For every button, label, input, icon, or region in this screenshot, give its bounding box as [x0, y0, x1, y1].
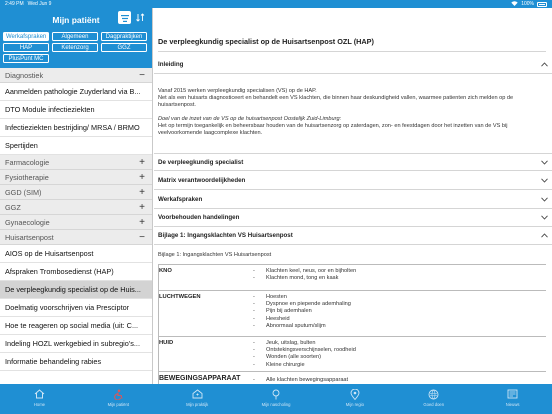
- intro-line: veelvoorkomende laagcomplexe klachten.: [158, 130, 263, 136]
- accordion-bijlage[interactable]: [154, 227, 552, 245]
- accordion-label: Voorbehouden handelingen: [158, 214, 240, 221]
- tab-label: Mijn nascholing: [261, 402, 291, 407]
- list-item[interactable]: DTO Module infectieziekten: [0, 101, 152, 119]
- good-icon: [428, 388, 440, 400]
- table-item: - Heesheid: [266, 316, 351, 323]
- expand-icon: +: [139, 171, 145, 183]
- chip-hap[interactable]: HAP: [3, 43, 49, 52]
- table-item: - Pijn bij ademhalen: [266, 308, 351, 315]
- table-item: - Hoesten: [266, 294, 351, 301]
- section-label: Diagnostiek: [5, 70, 44, 80]
- tab-mijn-patient[interactable]: [79, 384, 158, 414]
- section-huisartsenpost[interactable]: [0, 230, 152, 245]
- chip-werkafspraken[interactable]: Werkafspraken: [3, 32, 49, 41]
- status-date: Wed Jun 9: [27, 1, 52, 7]
- intro-line: Het op termijn toegankelijk en beheersbaar houden van de huisartsenzorg op zaterdagen, zon- en feestdagen door het inzetten van de VS bij: [158, 123, 508, 129]
- expand-icon: +: [139, 156, 145, 168]
- table-key: BEWEGINGSAPPARAAT: [159, 375, 241, 382]
- section-ggz[interactable]: [0, 200, 152, 215]
- sort-button[interactable]: [134, 11, 147, 24]
- chip-pluspunt-mc[interactable]: PlusPunt MC: [3, 54, 49, 63]
- chip-algemeen[interactable]: Algemeen: [52, 32, 98, 41]
- list-item[interactable]: AIOS op de Huisartsenpost: [0, 245, 152, 263]
- news-icon: [507, 388, 519, 400]
- accordion-label: De verpleegkundig specialist: [158, 158, 244, 166]
- table-key: KNO: [159, 268, 172, 274]
- document-pane: [154, 8, 552, 384]
- chevron-down-icon: [540, 158, 548, 166]
- section-label: Farmacologie: [5, 157, 50, 167]
- table-items: [266, 268, 356, 282]
- tab-goed-doen[interactable]: [394, 384, 473, 414]
- expand-icon: +: [139, 216, 145, 228]
- section-label: Fysiotherapie: [5, 172, 49, 182]
- table-item: - Ontstekingsverschijnselen, roodheid: [266, 347, 356, 354]
- chip-ketenzorg[interactable]: Ketenzorg: [52, 43, 98, 52]
- table-item: - Kleine chirurgie: [266, 362, 356, 369]
- battery-percent: 100%: [521, 1, 534, 7]
- chevron-down-icon: [540, 177, 548, 185]
- filter-chips: [3, 32, 151, 63]
- section-label: GGD (SIM): [5, 187, 42, 197]
- patient-icon: [112, 388, 124, 400]
- accordion-voorbehouden[interactable]: [154, 209, 552, 227]
- list-item-selected[interactable]: De verpleegkundig specialist op de Huis...: [0, 281, 152, 299]
- wifi-icon: [511, 1, 518, 8]
- bijlage-subtitle: Bijlage 1: Ingangsklachten VS Huisartsenpost: [158, 252, 272, 258]
- accordion-label: Inleiding: [158, 61, 184, 68]
- list-item[interactable]: Hoe te reageren op social media (uit: C...: [0, 317, 152, 335]
- section-ggd[interactable]: [0, 185, 152, 200]
- table-item: - Jeuk, uitslag, bulten: [266, 340, 356, 347]
- tab-label: Home: [33, 402, 46, 407]
- accordion-matrix[interactable]: [154, 172, 552, 190]
- table-item: - Abnormaal sputum/slijm: [266, 323, 351, 330]
- section-label: Huisartsenpost: [5, 232, 54, 242]
- list-item[interactable]: Informatie behandeling rabies: [0, 353, 152, 371]
- intro-line: Vanaf 2015 werken verpleegkundig specialisen (VS) op de HAP.: [158, 88, 317, 94]
- tab-label: Nieuws: [505, 402, 520, 407]
- collapse-icon: −: [139, 231, 145, 243]
- sidebar-header: [0, 8, 152, 68]
- expand-icon: +: [139, 186, 145, 198]
- filter-button[interactable]: [118, 11, 131, 24]
- section-label: GGZ: [5, 202, 21, 212]
- collapse-icon: −: [139, 69, 145, 81]
- chevron-up-icon: [540, 232, 548, 240]
- intro-line: Net als een huisarts diagnosticeert en behandelt een VS klachten, die binnen haar deskundigheid vallen, waarmee patienten zich melden op de: [158, 95, 514, 101]
- table-item: - Dyspnoe en piepende ademhaling: [266, 301, 351, 308]
- expand-icon: +: [139, 201, 145, 213]
- accordion-werkafspraken[interactable]: [154, 191, 552, 209]
- status-time: 2:49 PM: [5, 1, 24, 7]
- accordion-label: Werkafspraken: [158, 196, 203, 203]
- tab-label: Goed doen: [423, 402, 445, 407]
- practice-icon: [191, 388, 203, 400]
- section-farmacologie[interactable]: [0, 155, 152, 170]
- table-items: [266, 340, 356, 369]
- home-icon: [33, 388, 45, 400]
- tab-label: Mijn patiënt: [107, 402, 129, 407]
- section-gynaecologie[interactable]: [0, 215, 152, 230]
- list-item[interactable]: Indeling HOZL werkgebied in subregio's...: [0, 335, 152, 353]
- table-item: - Klachten keel, neus, oor en bijholten: [266, 268, 356, 275]
- status-bar: [0, 0, 552, 8]
- accordion-label: Matrix verantwoordelijkheden: [158, 177, 246, 184]
- chevron-down-icon: [540, 196, 548, 204]
- accordion-vs[interactable]: [154, 153, 552, 171]
- tab-label: Mijn regio: [345, 402, 364, 407]
- section-diagnostiek[interactable]: [0, 68, 152, 83]
- table-item: - Wonden (alle soorten): [266, 354, 356, 361]
- list-item[interactable]: Infectieziekten bestrijding/ MRSA / BRMO: [0, 119, 152, 137]
- intro-subtitle: Doel van de inzet van de VS op de huisartsenpost Oostelijk Zuid-Limburg:: [158, 116, 342, 122]
- table-item: - Klachten mond, tong en kaak: [266, 275, 356, 282]
- tab-label: Mijn praktijk: [186, 402, 209, 407]
- tab-mijn-praktijk[interactable]: [158, 384, 237, 414]
- sidebar: [0, 8, 153, 384]
- document-title: De verpleegkundig specialist op de Huisartsenpost OZL (HAP): [158, 30, 546, 52]
- tab-home[interactable]: [0, 384, 79, 414]
- table-items: [266, 294, 351, 330]
- education-icon: [270, 388, 282, 400]
- list-item[interactable]: Afspraken Trombosedienst (HAP): [0, 263, 152, 281]
- list-item[interactable]: Doelmatig voorschrijven via Presciptor: [0, 299, 152, 317]
- accordion-label: Bijlage 1: Ingangsklachten VS Huisartsenpost: [158, 232, 293, 239]
- tab-mijn-nascholing[interactable]: [237, 384, 316, 414]
- table-key: HUID: [159, 340, 174, 346]
- accordion-inleiding[interactable]: [154, 56, 552, 74]
- inleiding-body: [158, 88, 546, 137]
- sidebar-title: Mijn patiënt: [52, 15, 100, 25]
- intro-line: huisartsenpost.: [158, 102, 196, 108]
- chip-ggz[interactable]: GGZ: [101, 43, 147, 52]
- sort-icon: [136, 9, 145, 27]
- tab-bar: [0, 384, 552, 414]
- table-key: LUCHTWEGEN: [159, 294, 201, 300]
- chevron-down-icon: [540, 214, 548, 222]
- region-icon: [349, 388, 361, 400]
- ingangsklachten-table: [158, 264, 546, 384]
- filter-icon: [121, 9, 129, 27]
- table-item: - Alle klachten bewegingsapparaat: [266, 377, 348, 384]
- battery-icon: [537, 2, 547, 7]
- chevron-up-icon: [540, 61, 548, 69]
- tab-nieuws[interactable]: [473, 384, 552, 414]
- table-items: [266, 377, 348, 384]
- chip-dagpraktijken[interactable]: Dagpraktijken: [101, 32, 147, 41]
- tab-mijn-regio[interactable]: [315, 384, 394, 414]
- list-item[interactable]: Spertijden: [0, 137, 152, 155]
- section-fysiotherapie[interactable]: [0, 170, 152, 185]
- list-item[interactable]: Aanmelden pathologie Zuyderland via B...: [0, 83, 152, 101]
- section-label: Gynaecologie: [5, 217, 50, 227]
